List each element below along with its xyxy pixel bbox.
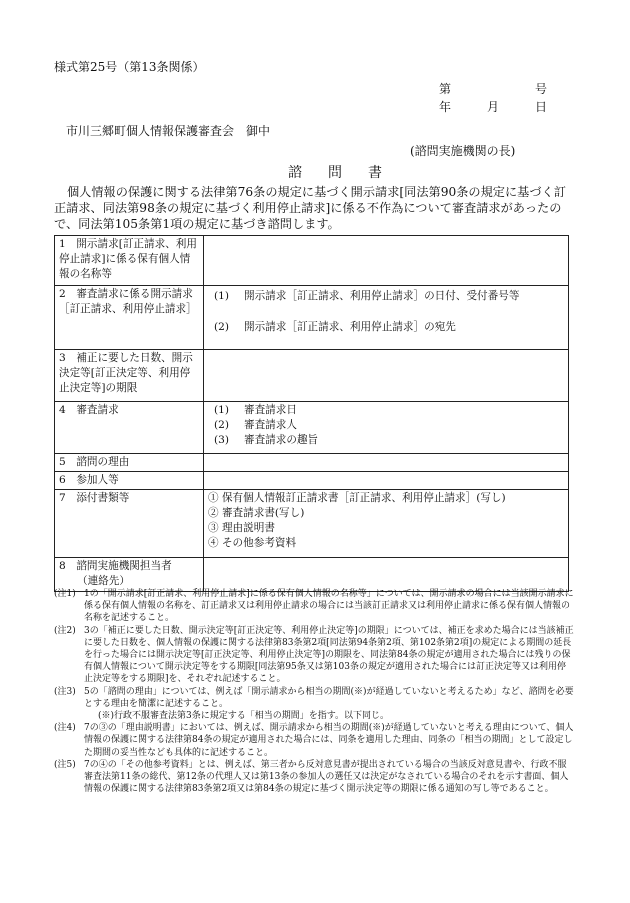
note-text: 1の「開示請求[訂正請求、利用停止請求]に係る保有個人情報の名称等」については、開示請求の場合には当該開示請求に係る保有個人情報の名称を、訂正請求又は利用停止請求の場合には当該訂正請求又は利用停止請求に係る保有個人情報の名称を記述すること。 — [84, 589, 574, 624]
attachment-item: ① 保有個人情報訂正請求書［訂正請求、利用停止請求］(写し) — [208, 492, 506, 504]
row8-title: 8 諮問実施機関担当者 — [59, 560, 172, 572]
list-item — [208, 433, 564, 448]
row1-label: 1 開示請求[訂正請求、利用停止請求]に係る保有個人情報の名称等 — [55, 236, 204, 286]
note — [54, 759, 574, 796]
note-text: 7の④の「その他参考資料」とは、例えば、第三者から反対意見書が提出されている場合の当該反対意見書や、行政不服審査法第11条の総代、第12条の代理人又は第13条の参加人の選任又は決定がなされている場合のそれを示す書面、個人情報の保護に関する法律第83条第2項又は第84条の規定に基づく開示決定等の期限に係る通知の写し等であること。 — [84, 759, 569, 795]
intro-paragraph: 個人情報の保護に関する法律第76条の規定に基づく開示請求[同法第90条の規定に基づく訂正請求、同法第98条の規定に基づく利用停止請求]に係る不作為について審査請求があったので、同法第105条第1項の規定に基づき諮問します。 — [54, 185, 566, 231]
list-item — [208, 320, 564, 335]
sender: (諮問実施機関の長) — [410, 144, 516, 158]
row8-sub: （連絡先） — [77, 575, 130, 587]
note-tag: (注4) — [54, 723, 76, 734]
date-year: 年 — [439, 100, 452, 114]
date-line — [439, 98, 547, 115]
row5-value — [204, 454, 569, 472]
table-row — [55, 236, 569, 286]
row4-value — [204, 402, 569, 454]
inquiry-table — [54, 235, 569, 592]
list-item — [208, 418, 564, 433]
note-tag: (注5) — [54, 759, 76, 770]
table-row — [55, 472, 569, 490]
table-row — [55, 490, 569, 558]
table-row — [55, 454, 569, 472]
number-label: 第 — [439, 82, 452, 96]
form-number: 様式第25号（第13条関係） — [54, 60, 205, 74]
table-row — [55, 286, 569, 350]
row8-label — [55, 558, 204, 592]
item-number: (2) — [214, 321, 230, 333]
note — [54, 625, 574, 686]
item-text: 審査請求の趣旨 — [244, 434, 319, 446]
note — [54, 722, 574, 759]
item-text: 開示請求［訂正請求、利用停止請求］の日付、受付番号等 — [244, 290, 520, 302]
note-tag: (注2) — [54, 625, 76, 636]
list-item — [208, 289, 564, 304]
note — [54, 686, 574, 710]
row5-label: 5 諮問の理由 — [55, 454, 204, 472]
attachment-item: ④ その他参考資料 — [208, 537, 297, 549]
row2-value — [204, 286, 569, 350]
note-tag: (注1) — [54, 589, 76, 599]
page-title: 諮 問 書 — [288, 165, 388, 181]
table-row — [55, 558, 569, 592]
row7-label: 7 添付書類等 — [55, 490, 204, 558]
note-text: 5の「諮問の理由」については、例えば「開示請求から相当の期間(※)が経過していないと考えるため」など、諮問を必要とする理由を簡潔に記述すること。 — [84, 686, 574, 709]
date-month: 月 — [487, 100, 500, 114]
date-day: 日 — [534, 100, 547, 114]
row7-value — [204, 490, 569, 558]
item-text: 審査請求人 — [244, 419, 297, 431]
item-number: (1) — [214, 404, 230, 416]
row1-value — [204, 236, 569, 286]
attachment-item: ③ 理由説明書 — [208, 522, 275, 534]
attachment-item: ② 審査請求書(写し) — [208, 507, 305, 519]
item-number: (3) — [214, 434, 230, 446]
row2-label: 2 審査請求に係る開示請求［訂正請求、利用停止請求］ — [55, 286, 204, 350]
document-number — [439, 80, 547, 97]
note-tag: (注3) — [54, 686, 76, 697]
note-text: 7の③の「理由説明書」においては、例えば、開示請求から相当の期間(※)が経過していないと考える理由について、個人情報の保護に関する法律第84条の規定が適用された場合には、同条を適用した理由、同条の「相当の期間」として設定した期間の妥当性なども具体的に記述すること。 — [84, 723, 574, 758]
notes-section — [54, 588, 574, 795]
row6-label: 6 参加人等 — [55, 472, 204, 490]
item-number: (2) — [214, 419, 230, 431]
table-row — [55, 402, 569, 454]
item-number: (1) — [214, 290, 230, 302]
row6-value — [204, 472, 569, 490]
row4-label: 4 審査請求 — [55, 402, 204, 454]
note-subtext: (※)行政不服審査法第3条に規定する「相当の期間」を指す。以下同じ。 — [98, 711, 390, 722]
note-text: 3の「補正に要した日数、開示決定等[訂正決定等、利用停止決定等]の期限」については、補正を求めた場合には当該補正に要した日数を、個人情報の保護に関する法律第83条第2項[同法第94条第2項、第102条第2項]の規定による期間の延長を行った場合には開示決定等[訂正決定等、利用停止決定等]の期限を、同法第84条の規定が適用された場合には残りの保有個人情報について開示決定等をする期限[同法第95条又は第103条の規定が適用された場合には訂正決定等又は利用停止決定等をする期限]を、それぞれ記述すること。 — [84, 625, 574, 685]
note — [54, 588, 574, 625]
row8-value — [204, 558, 569, 592]
row3-label: 3 補正に要した日数、開示決定等[訂正決定等、利用停止決定等]の期限 — [55, 350, 204, 402]
addressee: 市川三郷町個人情報保護審査会 御中 — [66, 124, 271, 138]
table-row — [55, 350, 569, 402]
number-suffix: 号 — [534, 82, 547, 96]
item-text: 審査請求日 — [244, 404, 297, 416]
row3-value — [204, 350, 569, 402]
list-item — [208, 403, 564, 418]
item-text: 開示請求［訂正請求、利用停止請求］の宛先 — [244, 321, 456, 333]
